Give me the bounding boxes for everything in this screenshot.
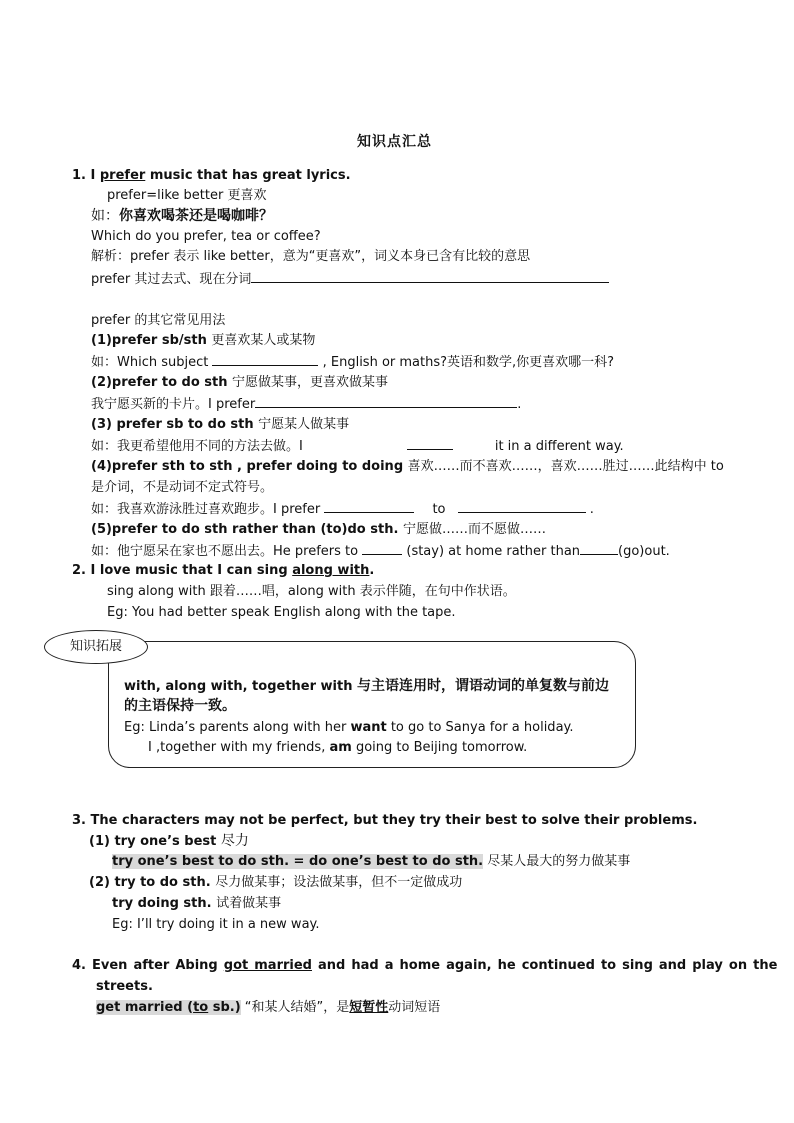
phrase-3-example: Eg: I’ll try doing it in a new way. bbox=[112, 917, 320, 932]
usage-2: (2)prefer to do sth 宁愿做某事，更喜欢做某事 bbox=[91, 375, 389, 390]
highlighted-phrase: try one’s best to do sth. = do one’s best to do sth. bbox=[112, 854, 484, 869]
section-2-line-1: sing along with 跟着……唱，along with 表示伴随，在句中作状语。 bbox=[107, 584, 516, 599]
keyword-prefer: prefer bbox=[99, 168, 146, 183]
answer-blank[interactable] bbox=[458, 500, 586, 513]
analysis-line: 解析：prefer 表示 like better，意为“更喜欢”，词义本身已含有比较的意思 bbox=[91, 249, 531, 264]
answer-blank[interactable] bbox=[580, 542, 618, 555]
answer-blank[interactable] bbox=[212, 353, 318, 366]
highlighted-phrase: get married (to sb.) bbox=[96, 1000, 241, 1015]
box-example-1: Eg: Linda’s parents along with her want to go to Sanya for a holiday. bbox=[124, 720, 574, 735]
keyword-along-with: along with bbox=[292, 563, 370, 578]
usage-3-example: 如：我更希望他用不同的方法去做。I it in a different way. bbox=[91, 439, 624, 454]
section-2-heading: 2. I love music that I can sing along with. bbox=[72, 563, 375, 578]
answer-blank[interactable] bbox=[324, 500, 414, 513]
answer-blank[interactable] bbox=[251, 270, 609, 283]
box-example-2: I ,together with my friends, am going to Beijing tomorrow. bbox=[148, 740, 528, 755]
box-rule-line-2: 的主语保持一致。 bbox=[124, 698, 236, 714]
example-en: Which do you prefer, tea or coffee? bbox=[91, 229, 321, 244]
section-2-line-2: Eg: You had better speak English along with the tape. bbox=[107, 605, 456, 620]
usage-1: (1)prefer sb/sth 更喜欢某人或某物 bbox=[91, 333, 316, 348]
usage-5: (5)prefer to do sth rather than (to)do sth. 宁愿做……而不愿做…… bbox=[91, 522, 546, 537]
usage-5-example: 如：他宁愿呆在家也不愿出去。He prefers to (stay) at home rather than (go)out. bbox=[91, 544, 670, 559]
section-4-detail: get married (to sb.) “和某人结婚”，是短暂性动词短语 bbox=[96, 1000, 441, 1015]
phrase-1-detail: try one’s best to do sth. = do one’s best to do sth. 尽某人最大的努力做某事 bbox=[112, 854, 631, 869]
answer-blank[interactable] bbox=[407, 437, 453, 450]
usage-4: (4)prefer sth to sth , prefer doing to doing 喜欢……而不喜欢……，喜欢……胜过……此结构中 to bbox=[91, 459, 724, 474]
answer-blank[interactable] bbox=[255, 395, 517, 408]
definition-line: prefer=like better 更喜欢 bbox=[107, 188, 267, 203]
usage-3: (3) prefer sb to do sth 宁愿某人做某事 bbox=[91, 417, 350, 432]
keyword-got-married: got married bbox=[223, 958, 312, 973]
section-4-heading-cont: streets. bbox=[96, 979, 153, 994]
phrase-1: (1) try one’s best 尽力 bbox=[89, 833, 249, 849]
forms-line: prefer 其过去式、现在分词 bbox=[91, 270, 609, 289]
section-4-heading: 4. Even after Abing got married and had a home again, he continued to sing and play on the bbox=[72, 958, 778, 973]
usage-4-example: 如：我喜欢游泳胜过喜欢跑步。I prefer to . bbox=[91, 502, 594, 517]
box-rule-line-1: with, along with, together with 与主语连用时，谓语动词的单复数与前边 bbox=[124, 678, 609, 694]
phrase-2: (2) try to do sth. 尽力做某事；设法做某事，但不一定做成功 bbox=[89, 875, 463, 890]
usage-1-example: 如：Which subject , English or maths?英语和数学,你更喜欢哪一科? bbox=[91, 355, 615, 370]
answer-blank[interactable] bbox=[362, 542, 402, 555]
knowledge-tag: 知识拓展 bbox=[44, 630, 148, 664]
usage-2-example: 我宁愿买新的卡片。I prefer . bbox=[91, 397, 522, 412]
page-title: 知识点汇总 bbox=[357, 134, 432, 150]
section-3-heading: 3. The characters may not be perfect, but they try their best to solve their problems. bbox=[72, 813, 698, 828]
section-1-heading: 1. I prefer music that has great lyrics. bbox=[72, 168, 351, 183]
usage-title: prefer 的其它常见用法 bbox=[91, 313, 226, 328]
usage-4-note: 是介词，不是动词不定式符号。 bbox=[91, 480, 274, 495]
example-cn: 如：你喜欢喝茶还是喝咖啡？ bbox=[91, 208, 273, 224]
phrase-3: try doing sth. 试着做某事 bbox=[112, 896, 282, 911]
